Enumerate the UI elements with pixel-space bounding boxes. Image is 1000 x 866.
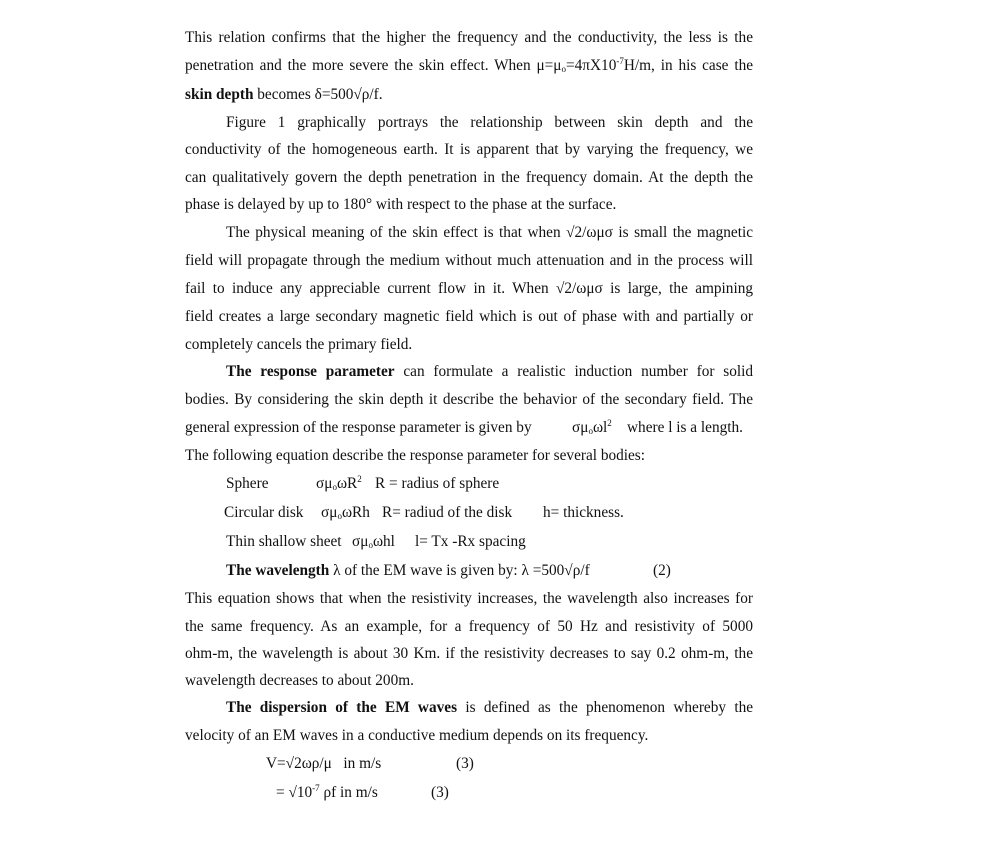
paragraph-2-line-2: conductivity of the homogeneous earth. It is apparent that by varying the frequency, we — [185, 141, 753, 158]
bold-term-response-parameter: The response parameter — [226, 363, 395, 380]
paragraph-6-line-4: wavelength decreases to about 200m. — [185, 672, 414, 689]
expr: ωR — [336, 475, 358, 492]
equation-number: (2) — [653, 562, 671, 579]
body-description: R= radiud of the disk — [382, 504, 513, 521]
wavelength-text — [226, 561, 590, 581]
subscript: o — [368, 540, 373, 550]
paragraph-3-line-5: completely cancels the primary field. — [185, 336, 413, 353]
subscript: o — [588, 426, 593, 436]
text: penetration and the more severe the skin effect. When μ=μ — [185, 57, 562, 74]
paragraph-7-line-1 — [185, 698, 753, 718]
paragraph-6-line-2: the same frequency. As an example, for a frequency of 50 Hz and resistivity of 5000 — [185, 618, 753, 635]
expr: ωhl — [372, 533, 395, 550]
paragraph-3-line-2: field will propagate through the medium without much attenuation and in the process will — [185, 252, 753, 269]
body-name: Thin shallow sheet — [226, 533, 342, 550]
body-expression — [352, 532, 395, 552]
text: H/m, in his case the — [623, 57, 754, 74]
paragraph-3-line-1: The physical meaning of the skin effect is that when √2/ωμσ is small the magnetic — [226, 224, 753, 241]
paragraph-4-line-1 — [185, 362, 753, 382]
expr: σμ — [316, 475, 333, 492]
equation: V=√2ωρ/μ in m/s — [266, 755, 382, 772]
superscript: -7 — [312, 783, 320, 793]
response-parameter-expression — [572, 418, 612, 438]
paragraph-1-line-3 — [185, 85, 753, 105]
body-name: Sphere — [226, 475, 269, 492]
text: where l is a length. — [627, 419, 743, 436]
body-description: l= Tx -Rx spacing — [415, 533, 526, 550]
text: becomes δ=500√ρ/f. — [253, 86, 383, 103]
bold-term-skin-depth: skin depth — [185, 86, 254, 103]
body-description: R = radius of sphere — [375, 475, 500, 492]
equation-number: (3) — [456, 755, 474, 772]
paragraph-7-line-2: velocity of an EM waves in a conductive medium depends on its frequency. — [185, 727, 649, 744]
expr: σμ — [321, 504, 338, 521]
subscript: o — [332, 482, 337, 492]
expr: σμ — [352, 533, 369, 550]
superscript: 2 — [357, 474, 362, 484]
paragraph-2-line-3: can qualitatively govern the depth penetration in the frequency domain. At the depth the — [185, 169, 753, 186]
text: λ of the EM wave is given by: λ =500√ρ/f — [329, 562, 590, 579]
equation-number: (3) — [431, 784, 449, 801]
subscript: o — [561, 64, 566, 74]
body-extra: h= thickness. — [543, 504, 624, 521]
body-name: Circular disk — [224, 504, 304, 521]
bold-term-dispersion: The dispersion of the EM waves — [226, 699, 458, 716]
expr: ρf in m/s — [319, 784, 378, 801]
paragraph-2-line-1: Figure 1 graphically portrays the relationship between skin depth and the — [226, 114, 753, 131]
paragraph-3-line-3: fail to induce any appreciable current flow in it. When √2/ωμσ is large, the ampining — [185, 280, 753, 297]
expr: ωl — [592, 419, 608, 436]
bold-term-wavelength: The wavelength — [226, 562, 330, 579]
text: general expression of the response parameter is given by — [185, 419, 532, 436]
paragraph-6-line-3: ohm-m, the wavelength is about 30 Km. if the resistivity decreases to say 0.2 ohm-m, the — [185, 645, 753, 662]
expr: σμ — [572, 419, 589, 436]
text: can formulate a realistic induction number for solid — [394, 363, 753, 380]
paragraph-1-line-2 — [185, 56, 753, 76]
paragraph-4-line-4: The following equation describe the response parameter for several bodies: — [185, 447, 646, 464]
subscript: o — [337, 511, 342, 521]
paragraph-3-line-4: field creates a large secondary magnetic field which is out of phase with and partially or — [185, 308, 753, 325]
text: =4πX10 — [566, 57, 617, 74]
expr: = √10 — [276, 784, 313, 801]
body-expression — [316, 474, 362, 494]
paragraph-4-line-2: bodies. By considering the skin depth it describe the behavior of the secondary field. The — [185, 391, 753, 408]
body-expression — [321, 503, 370, 523]
expr: ωRh — [341, 504, 370, 521]
equation — [276, 783, 378, 803]
paragraph-2-line-4: phase is delayed by up to 180° with respect to the phase at the surface. — [185, 196, 617, 213]
text: is defined as the phenomenon whereby the — [457, 699, 754, 716]
superscript: 2 — [607, 418, 612, 428]
paragraph-1-line-1: This relation confirms that the higher the frequency and the conductivity, the less is the — [185, 29, 753, 46]
superscript: -7 — [616, 56, 624, 66]
paragraph-6-line-1: This equation shows that when the resistivity increases, the wavelength also increases for — [185, 590, 753, 607]
